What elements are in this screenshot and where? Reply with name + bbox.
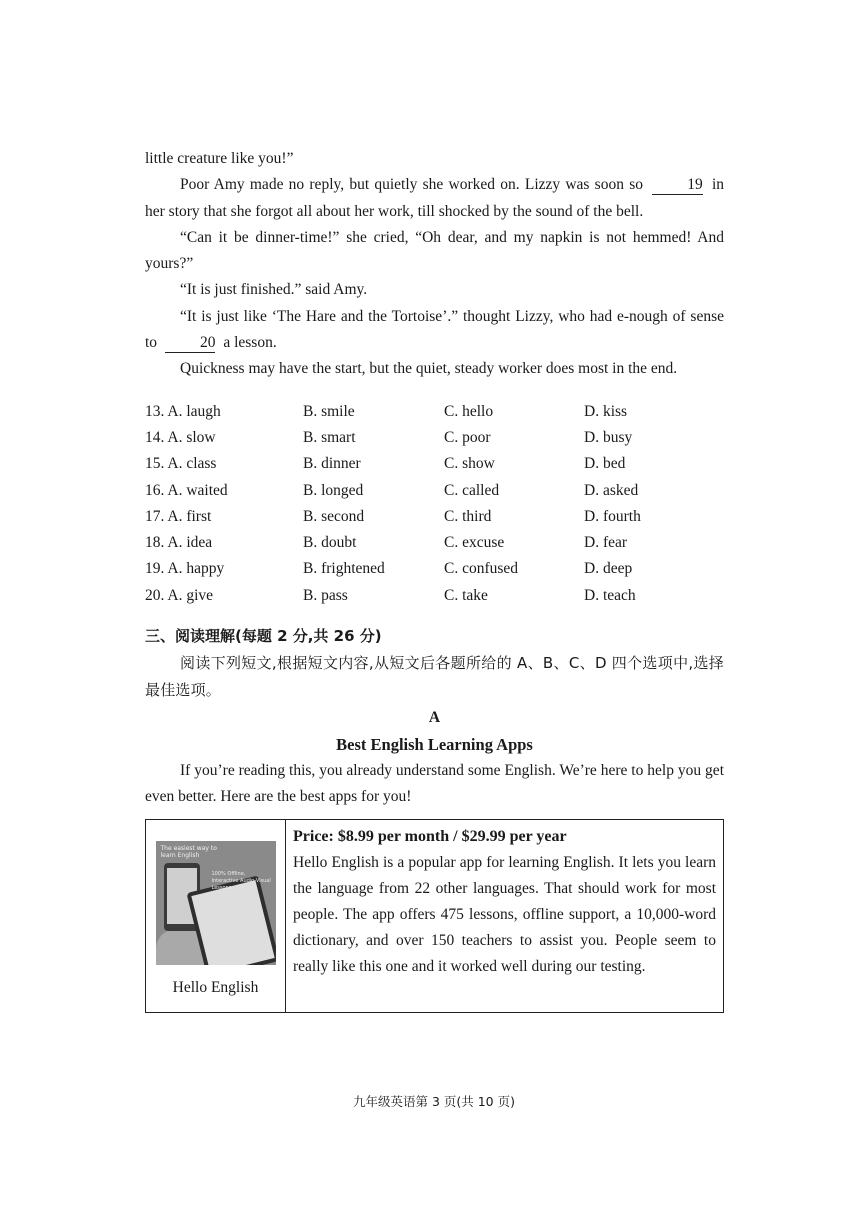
section-instruction: 阅读下列短文,根据短文内容,从短文后各题所给的 A、B、C、D 四个选项中,选择最佳选项。 — [145, 654, 724, 700]
app-table — [145, 819, 724, 1013]
app-cell-left — [146, 820, 286, 1012]
option-a: 18. A. idea — [145, 534, 213, 552]
option-row-13 — [145, 399, 724, 425]
passage-paragraph-4 — [145, 304, 724, 357]
option-b: B. smart — [303, 428, 356, 446]
answer-options — [145, 399, 724, 609]
option-d: D. fourth — [584, 507, 641, 525]
passage-paragraph-5: Quickness may have the start, but the quiet, steady worker does most in the end. — [180, 360, 678, 378]
option-d: D. fear — [584, 534, 628, 552]
option-a: 16. A. waited — [145, 481, 228, 499]
option-a: 13. A. laugh — [145, 402, 221, 420]
option-c: C. called — [444, 481, 500, 499]
option-a: 19. A. happy — [145, 560, 225, 578]
option-b: B. second — [303, 507, 365, 525]
option-b: B. pass — [303, 586, 348, 604]
option-b: B. frightened — [303, 560, 385, 578]
option-d: D. deep — [584, 560, 633, 578]
passage-text: a lesson. — [223, 334, 277, 352]
passage-paragraph-2: “Can it be dinner-time!” she cried, “Oh dear, and my napkin is not hemmed! And yours?” — [145, 228, 724, 273]
option-d: D. bed — [584, 455, 626, 473]
page-footer: 九年级英语第 3 页(共 10 页) — [352, 1094, 515, 1109]
option-c: C. poor — [444, 428, 491, 446]
passage-intro: If you’re reading this, you already understand some English. We’re here to help you get even better. Here are the best apps for you! — [145, 762, 724, 806]
option-d: D. asked — [584, 481, 639, 499]
option-a: 15. A. class — [145, 455, 217, 473]
option-a: 14. A. slow — [145, 428, 216, 446]
app-cell-right — [286, 820, 723, 1012]
option-row-19 — [145, 556, 724, 582]
option-b: B. dinner — [303, 455, 361, 473]
option-c: C. hello — [444, 402, 494, 420]
option-b: B. doubt — [303, 534, 357, 552]
page-content — [145, 146, 724, 1013]
app-name: Hello English — [172, 978, 259, 996]
option-c: C. excuse — [444, 534, 505, 552]
blank-19: 19 — [652, 175, 703, 195]
app-price: Price: $8.99 per month / $29.99 per year — [293, 827, 567, 845]
option-d: D. busy — [584, 428, 633, 446]
passage-paragraph-3: “It is just finished.” said Amy. — [180, 281, 368, 299]
passage-paragraph-1 — [145, 172, 724, 225]
option-a: 17. A. first — [145, 507, 212, 525]
section-title: 三、阅读理解(每题 2 分,共 26 分) — [145, 627, 382, 646]
option-c: C. confused — [444, 560, 519, 578]
option-b: B. smile — [303, 402, 355, 420]
passage-text: in her story that she forgot all about her work, till shocked by the sound of the bell. — [145, 176, 725, 220]
option-a: 20. A. give — [145, 586, 214, 604]
option-c: C. take — [444, 586, 488, 604]
option-row-20 — [145, 583, 724, 609]
image-caption-text: The easiest way to learn English — [160, 844, 217, 859]
option-row-18 — [145, 530, 724, 556]
option-b: B. longed — [303, 481, 364, 499]
passage-text: “It is just like ‘The Hare and the Tortoise’.” thought Lizzy, who had e-nough of sense to — [145, 307, 724, 352]
passage-letter: A — [428, 709, 441, 727]
option-d: D. kiss — [584, 402, 628, 420]
passage-heading: Best English Learning Apps — [336, 735, 533, 755]
option-row-17 — [145, 504, 724, 530]
passage-line: little creature like you!” — [145, 150, 294, 167]
option-row-15 — [145, 451, 724, 477]
app-description: Hello English is a popular app for learning English. It lets you learn the language from 22 other languages. That should work for most people. The app offers 475 lessons, offline support, a 10,000-word dictionary, and over 150 teachers to assist you. People seem to really like this one and it worked well during our testing. — [293, 853, 716, 975]
option-row-16 — [145, 478, 724, 504]
option-c: C. third — [444, 507, 492, 525]
image-subcaption-text: 100% Offline, Interactive Audio-Visual Lessons — [211, 870, 271, 891]
option-d: D. teach — [584, 586, 636, 604]
app-screenshot-image — [156, 841, 276, 965]
option-c: C. show — [444, 455, 495, 473]
passage-text: Poor Amy made no reply, but quietly she worked on. Lizzy was soon so — [180, 176, 643, 194]
option-row-14 — [145, 425, 724, 451]
blank-20: 20 — [165, 333, 216, 353]
